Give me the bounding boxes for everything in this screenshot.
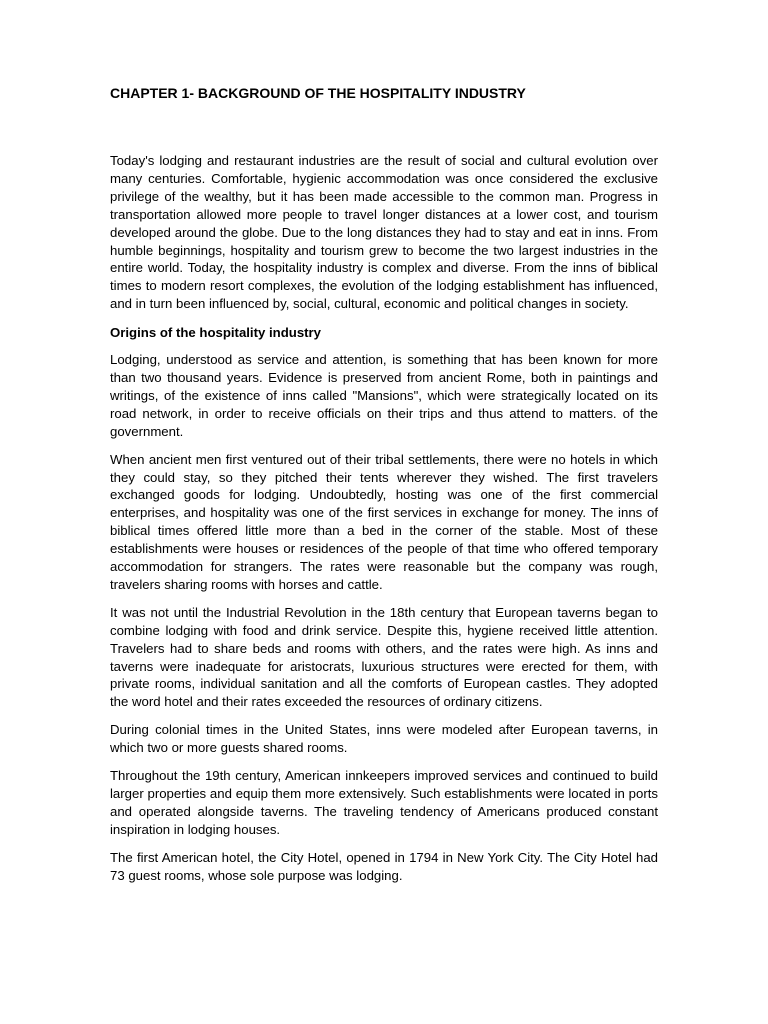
paragraph-ancient-travelers: When ancient men first ventured out of their tribal settlements, there were no hotels in which they could stay, so they pitched their tents wherever they wished. The first travelers exchanged goods for lodging. Undoubtedly, hosting was one of the first commercial enterprises, and hospitality was one of the first services in exchange for money. The inns of biblical times offered little more than a bed in the corner of the stable. Most of these establishments were houses or residences of the people of that time who offered temporary accommodation for strangers. The rates were reasonable but the company was rough, travelers sharing rooms with horses and cattle. — [110, 451, 658, 592]
document-page — [110, 84, 658, 895]
paragraph-industrial-revolution: It was not until the Industrial Revolution in the 18th century that European taverns began to combine lodging with food and drink service. Despite this, hygiene received little attention. Travelers had to share beds and rooms with others, and the rates were high. As inns and taverns were inadequate for aristocrats, luxurious structures were erected for them, with private rooms, individual sanitation and all the comforts of European castles. They adopted the word hotel and their rates exceeded the resources of ordinary citizens. — [110, 604, 658, 710]
intro-paragraph: Today's lodging and restaurant industries are the result of social and cultural evolution over many centuries. Comfortable, hygienic accommodation was once considered the exclusive privilege of the wealthy, but it has been made accessible to the common man. Progress in transportation allowed more people to travel longer distances at a lower cost, and tourism developed around the globe. Due to the long distances they had to stay and eat in inns. From humble beginnings, hospitality and tourism grew to become the two largest industries in the entire world. Today, the hospitality industry is complex and diverse. From the inns of biblical times to modern resort complexes, the evolution of the lodging establishment has influenced, and in turn been influenced by, social, cultural, economic and political changes in society. — [110, 153, 658, 312]
paragraph-city-hotel: The first American hotel, the City Hotel, opened in 1794 in New York City. The City Hotel had 73 guest rooms, whose sole purpose was lodging. — [110, 849, 658, 883]
chapter-title: CHAPTER 1- BACKGROUND OF THE HOSPITALITY INDUSTRY — [110, 85, 526, 101]
paragraph-colonial-times: During colonial times in the United States, inns were modeled after European taverns, in which two or more guests shared rooms. — [110, 722, 658, 756]
section-heading: Origins of the hospitality industry — [110, 325, 322, 341]
paragraph-19th-century: Throughout the 19th century, American innkeepers improved services and continued to build larger properties and equip them more extensively. Such establishments were located in ports and operated alongside taverns. The traveling tendency of Americans produced constant inspiration in lodging houses. — [110, 768, 658, 837]
paragraph-origins-rome: Lodging, understood as service and attention, is something that has been known for more than two thousand years. Evidence is preserved from ancient Rome, both in paintings and writings, of the existence of inns called "Mansions", which were strategically located on its road network, in order to receive officials on their trips and thus attend to matters. of the government. — [110, 352, 658, 439]
